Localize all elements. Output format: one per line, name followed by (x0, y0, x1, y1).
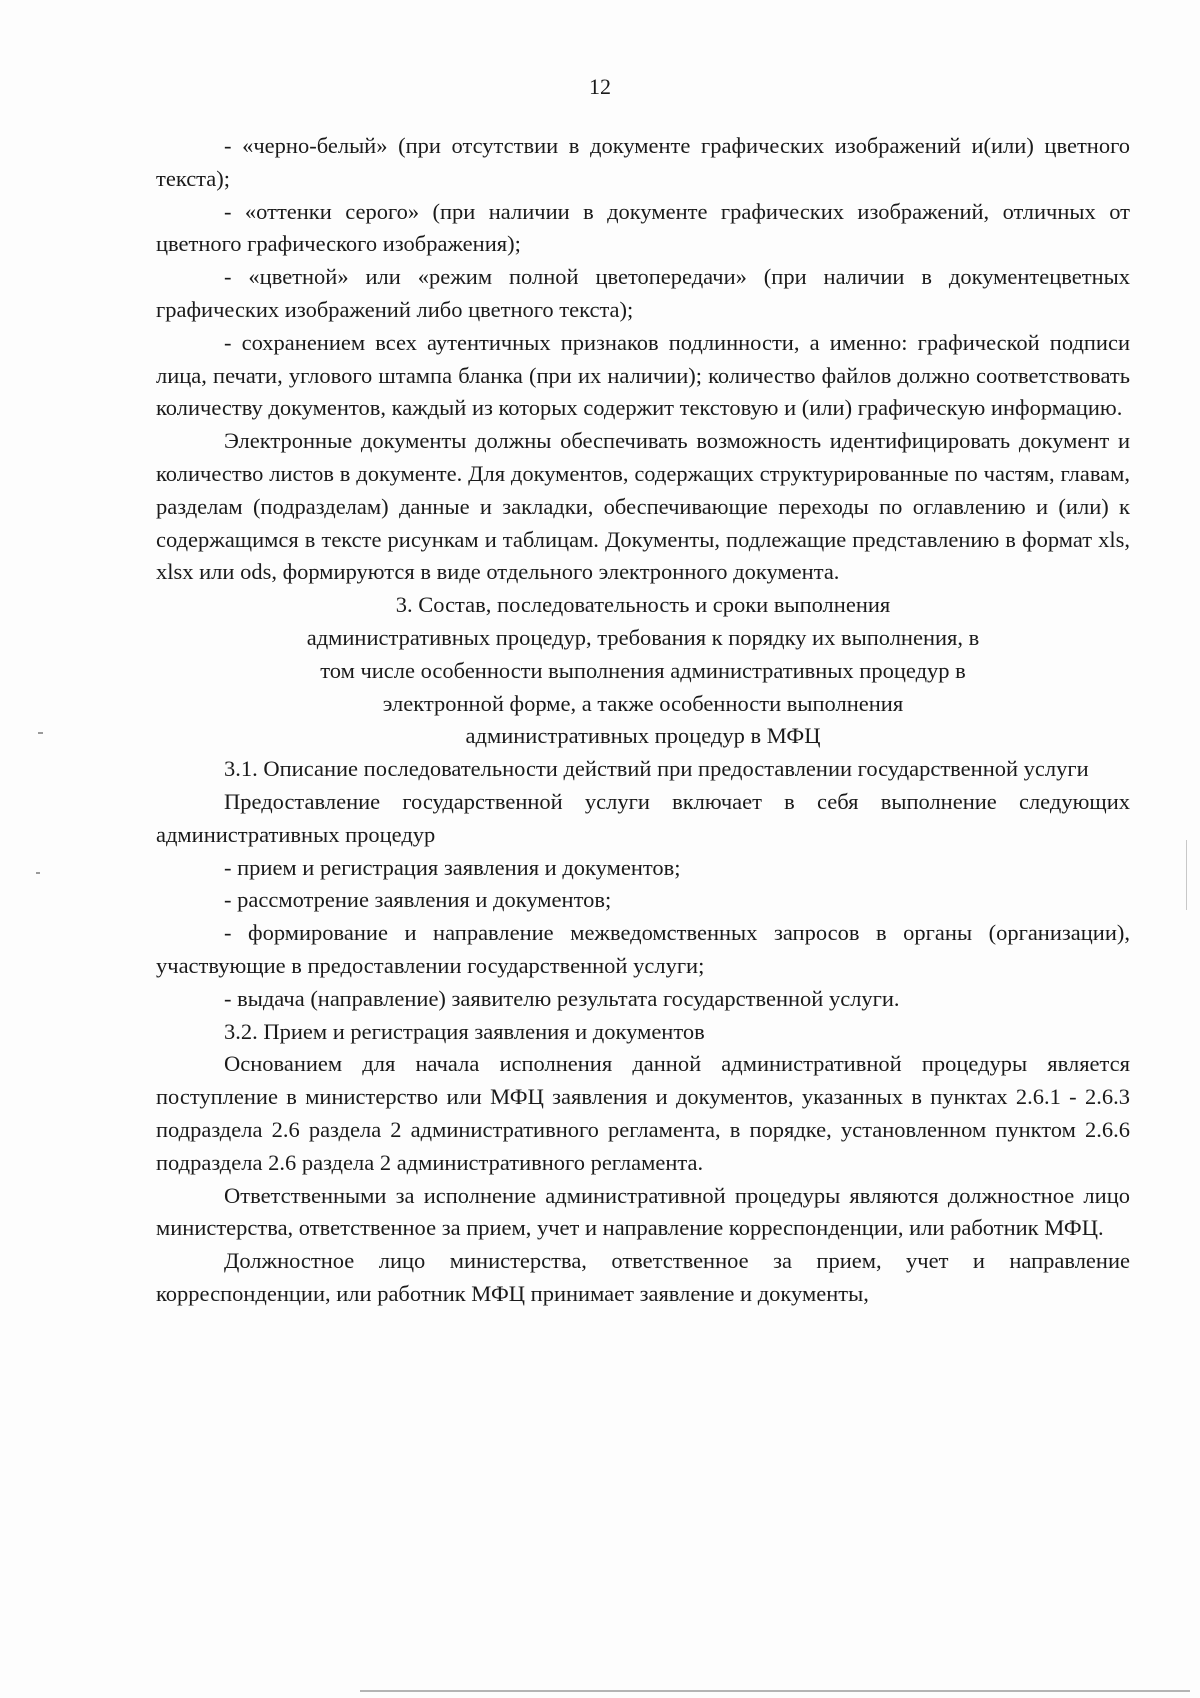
scan-edge-mark (1186, 840, 1187, 910)
paragraph-3-1: 3.1. Описание последовательности действий при предоставлении государственной услуги (224, 756, 1089, 782)
paragraph-official-accepts: Должностное лицо министерства, ответственное за прием, учет и направление корреспонденции, или работник МФЦ принимает заявление и документы, (156, 1248, 1130, 1306)
scan-speck (38, 732, 43, 734)
page-number: 12 (589, 74, 611, 99)
paragraph-color-mode: - «цветной» или «режим полной цветопередачи» (при наличии в документецветных графических изображений либо цветного текста); (156, 264, 1130, 322)
scan-speck (36, 872, 40, 874)
paragraph-grayscale-mode: - «оттенки серого» (при наличии в документе графических изображений, отличных от цветного графического изображения); (156, 198, 1130, 257)
document-body (156, 130, 1130, 1311)
scan-bottom-edge (360, 1690, 1190, 1692)
paragraph-responsible: Ответственными за исполнение административной процедуры являются должностное лицо министерства, ответственное за прием, учет и направление корреспонденции, или работник МФЦ. (156, 1182, 1130, 1241)
paragraph-electronic-documents: Электронные документы должны обеспечивать возможность идентифицировать документ и количество листов в документе. Для документов, содержащих структурированные по частям, главам, разделам (подразделам) данные и закладки, обеспечивающие переходы по оглавлению и (или) к содержащимся в тексте рисункам и таблицам. Документы, подлежащие представлению в формат xls, xlsx или ods, формируются в виде отдельного электронного документа. (156, 428, 1130, 585)
section-3-heading: 3. Состав, последовательность и сроки выполнения административных процедур, требования к порядку их выполнения, в том числе особенности выполнения административных процедур в электронной форме, а также особенности выполнения административных процедур в МФЦ (306, 592, 980, 749)
list-item-reception: - прием и регистрация заявления и документов; (224, 854, 681, 880)
paragraph-authenticity: - сохранением всех аутентичных признаков подлинности, а именно: графической подписи лица, печати, углового штампа бланка (при их наличии); количество файлов должно соответствовать количеству документов, каждый из которых содержит текстовую и (или) графическую информацию. (156, 329, 1130, 421)
paragraph-basis: Основанием для начала исполнения данной административной процедуры является поступление в министерство или МФЦ заявления и документов, указанных в пунктах 2.6.1 - 2.6.3 подраздела 2.6 раздела 2 административного регламента, в порядке, установленном пунктом 2.6.6 подраздела 2.6 раздела 2 административного регламента. (156, 1051, 1130, 1175)
list-item-interagency-requests: - формирование и направление межведомственных запросов в органы (организации), участвующие в предоставлении государственной услуги; (156, 920, 1130, 978)
list-item-result-issue: - выдача (направление) заявителю результата государственной услуги. (224, 985, 900, 1011)
paragraph-3-2: 3.2. Прием и регистрация заявления и документов (224, 1018, 705, 1044)
paragraph-procedures-intro: Предоставление государственной услуги включает в себя выполнение следующих административных процедур (156, 788, 1130, 847)
list-item-review: - рассмотрение заявления и документов; (224, 887, 612, 913)
paragraph-bw-mode: - «черно-белый» (при отсутствии в документе графических изображений и(или) цветного текста); (156, 133, 1130, 191)
